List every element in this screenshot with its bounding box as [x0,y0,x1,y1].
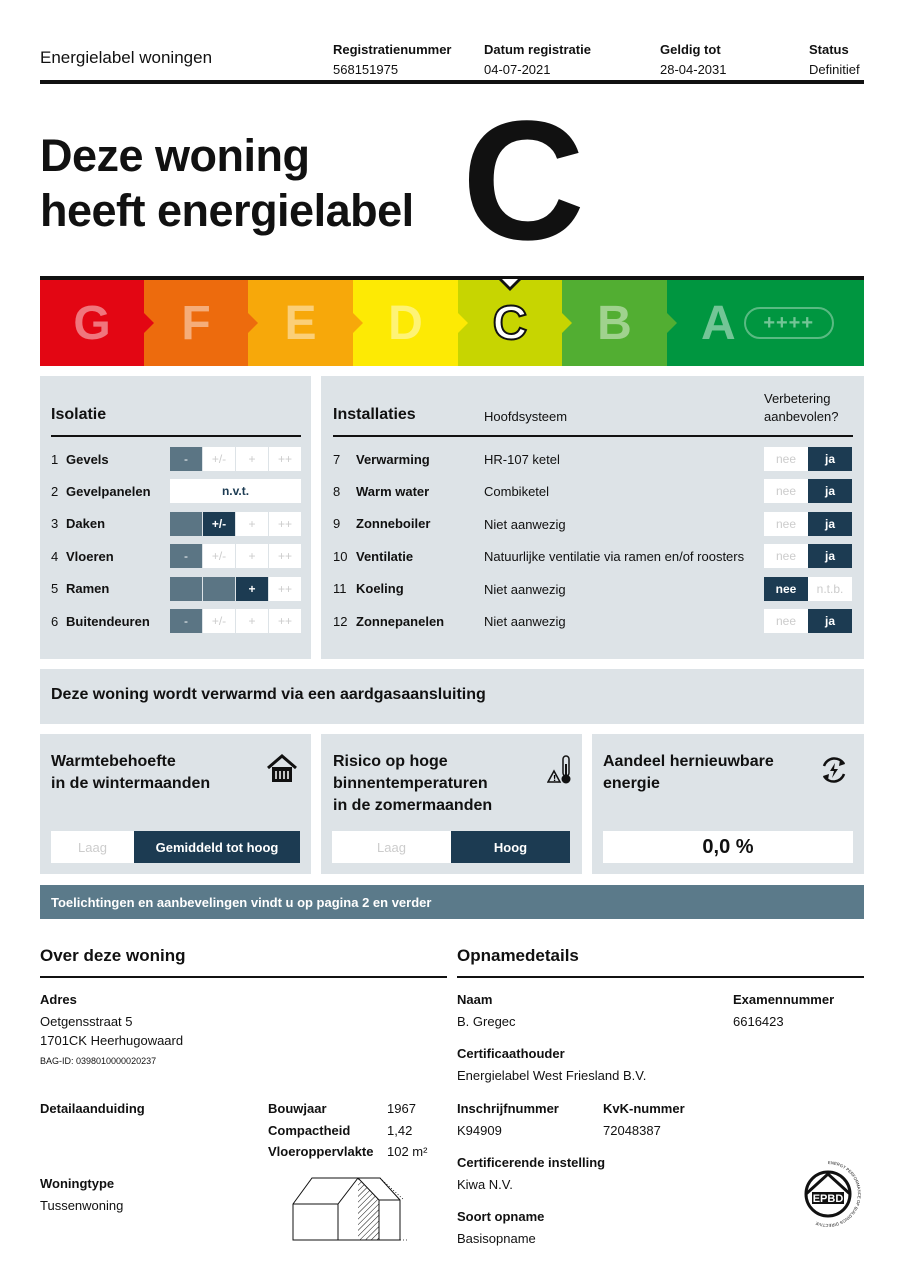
energy-label-letter: C [462,86,585,276]
scale-plus-pill: ++++ [744,307,834,339]
naam-value: B. Gregec [457,1014,516,1029]
option-ja: ja [808,447,852,471]
isolatie-row-daken: 3 Daken [51,516,106,532]
installatie-row-koeling: 11 Koeling [333,581,404,597]
verbetering-header: Verbetering aanbevolen? [764,391,839,424]
warmtebehoefte-panel [40,734,311,874]
isolatie-rating [170,479,302,503]
hoofdsysteem-header: Hoofdsysteem [484,409,568,424]
isolatie-row-vloeren: 4 Vloeren [51,548,114,564]
verbetering-indicator [764,479,852,503]
rating-cell [203,577,235,601]
rating-cell: +/- [203,609,235,633]
rating-cell: + [236,447,268,471]
warning-thermometer-icon [547,754,573,786]
hoofdsysteem-value: Niet aanwezig [484,581,566,597]
verbetering-indicator [764,512,852,536]
installaties-title: Installaties [333,406,416,423]
bouwjaar-label: Bouwjaar [268,1101,327,1116]
rating-cell: ++ [269,544,301,568]
adres-line2: 1701CK Heerhugowaard [40,1033,184,1048]
option-ntb: n.t.b. [808,577,852,601]
rating-cell: + [236,577,268,601]
inschrijfnummer-label: Inschrijfnummer [457,1101,559,1116]
verwarming-panel [40,669,864,724]
installatie-row-zonneboiler: 9 Zonneboiler [333,516,431,532]
vloeroppervlakte-value: 102 m² [387,1144,428,1159]
gauge-low: Laag [332,831,451,863]
detail-label: Detailaanduiding [40,1101,145,1116]
hoofdsysteem-value: Niet aanwezig [484,614,566,629]
document-title: Energielabel woningen [40,48,213,67]
hoofdsysteem-value: Natuurlijke ventilatie via ramen en/of roosters [484,549,745,565]
option-ja: ja [808,512,852,536]
examennummer-label: Examennummer [733,992,835,1007]
hoofdsysteem-value: Niet aanwezig [484,516,566,532]
gauge-high: Hoog [451,831,570,863]
warmtebehoefte-title: Warmtebehoefte in de wintermaanden [51,753,211,792]
soort-opname-value: Basisopname [457,1231,536,1246]
scale-class-g: G [40,280,144,366]
risico-gauge [332,831,570,863]
svg-text:EPBD: EPBD [812,1193,844,1205]
kvk-label: KvK-nummer [603,1101,685,1116]
scale-class-e: E [248,280,353,366]
energy-scale [40,280,864,366]
terraced-house-icon [288,1170,414,1246]
isolatie-rating [170,577,302,601]
vloeroppervlakte-label: Vloeroppervlakte [268,1144,374,1159]
isolatie-rating [170,447,302,471]
installatie-row-warm-water: 8 Warm water [333,483,430,499]
rating-cell: - [170,544,202,568]
gauge-high: Gemiddeld tot hoog [134,831,300,863]
rating-cell: +/- [203,512,235,536]
rating-nvt: n.v.t. [170,479,301,503]
option-nee: nee [764,479,808,503]
certificaathouder-label: Certificaathouder [457,1046,565,1061]
inschrijfnummer-value: K94909 [457,1123,502,1138]
option-nee: nee [764,609,808,633]
gauge-low: Laag [51,831,134,863]
house-heat-icon [266,754,298,784]
isolatie-title: Isolatie [51,406,107,423]
rating-cell: + [236,512,268,536]
hoofdsysteem-value: HR-107 ketel [484,452,560,467]
hero-title: Deze woning heeft energielabel [40,130,414,236]
isolatie-row-ramen: 5 Ramen [51,581,110,597]
rating-cell: +/- [203,544,235,568]
adres-label: Adres [40,992,77,1007]
verwarming-text: Deze woning wordt verwarmd via een aardgasaansluiting [51,686,486,703]
installaties-panel [321,376,864,659]
option-nee: nee [764,577,808,601]
rating-cell: ++ [269,609,301,633]
hernieuwbaar-value: 0,0 % [603,831,853,863]
rating-cell [170,577,202,601]
toelichting-bar: Toelichtingen en aanbevelingen vindt u op pagina 2 en verder [40,885,864,919]
renewable-energy-icon [818,754,850,786]
hernieuwbaar-panel [592,734,864,874]
isolatie-rating [170,512,302,536]
rating-cell [170,512,202,536]
installatie-row-ventilatie: 10 Ventilatie [333,548,414,564]
geldig-tot: Geldig tot 28-04-2031 [660,42,727,77]
kvk-value: 72048387 [603,1123,661,1138]
svg-text:ENERGY PERFORMANCE OF BUILDING: ENERGY PERFORMANCE OF BUILDINGS DIRECTIVE [814,1159,862,1229]
option-nee: nee [764,544,808,568]
hernieuwbaar-title: Aandeel hernieuwbare energie [603,753,774,792]
header [40,36,864,84]
option-nee: nee [764,447,808,471]
isolatie-rating [170,544,302,568]
naam-label: Naam [457,992,493,1007]
option-ja: ja [808,544,852,568]
datum-registratie: Datum registratie 04-07-2021 [484,42,591,77]
scale-class-a: A ++++ [667,280,864,366]
status: Status Definitief [809,42,860,77]
certificaathouder-value: Energielabel West Friesland B.V. [457,1068,647,1083]
soort-opname-label: Soort opname [457,1209,545,1224]
warmtebehoefte-gauge [51,831,300,863]
verbetering-indicator [764,447,852,471]
verbetering-indicator [764,609,852,633]
scale-class-b: B [562,280,667,366]
rating-cell: + [236,544,268,568]
verbetering-indicator [764,577,852,601]
registratienummer: Registratienummer 568151975 [333,42,452,77]
rating-cell: ++ [269,447,301,471]
rating-cell: - [170,609,202,633]
installatie-row-zonnepanelen: 12 Zonnepanelen [333,613,445,629]
scale-class-f: F [144,280,248,366]
isolatie-rating [170,609,302,633]
hoofdsysteem-value: Combiketel [484,484,550,500]
compactheid-value: 1,42 [387,1123,413,1138]
woningtype-value: Tussenwoning [40,1198,124,1213]
instelling-label: Certificerende instelling [457,1155,606,1170]
adres-line1: Oetgensstraat 5 [40,1014,133,1029]
bouwjaar-value: 1967 [387,1101,416,1116]
woning-title: Over deze woning [40,946,186,965]
installatie-row-verwarming: 7 Verwarming [333,451,430,467]
risico-title: Risico op hoge binnentemperaturen in de zomermaanden [333,753,493,814]
instelling-value: Kiwa N.V. [457,1177,513,1192]
woningtype-label: Woningtype [40,1176,115,1191]
compactheid-label: Compactheid [268,1123,351,1138]
risico-panel [321,734,582,874]
verbetering-indicator [764,544,852,568]
bag-id: BAG-ID: 0398010000020237 [40,1056,157,1066]
scale-class-c: C [458,280,562,366]
isolatie-row-gevelpanelen: 2 Gevelpanelen [51,483,151,499]
opname-title: Opnamedetails [457,946,579,965]
option-nee: nee [764,512,808,536]
examennummer-value: 6616423 [733,1014,784,1029]
rating-cell: ++ [269,577,301,601]
rating-cell: ++ [269,512,301,536]
scale-class-d: D [353,280,458,366]
rating-cell: +/- [203,447,235,471]
option-ja: ja [808,609,852,633]
rating-cell: + [236,609,268,633]
epbd-logo [792,1158,864,1230]
rating-cell: - [170,447,202,471]
option-ja: ja [808,479,852,503]
isolatie-row-gevels: 1 Gevels [51,451,109,467]
isolatie-row-buitendeuren: 6 Buitendeuren [51,613,150,629]
isolatie-panel [40,376,311,659]
svg-text:!: ! [552,774,557,783]
